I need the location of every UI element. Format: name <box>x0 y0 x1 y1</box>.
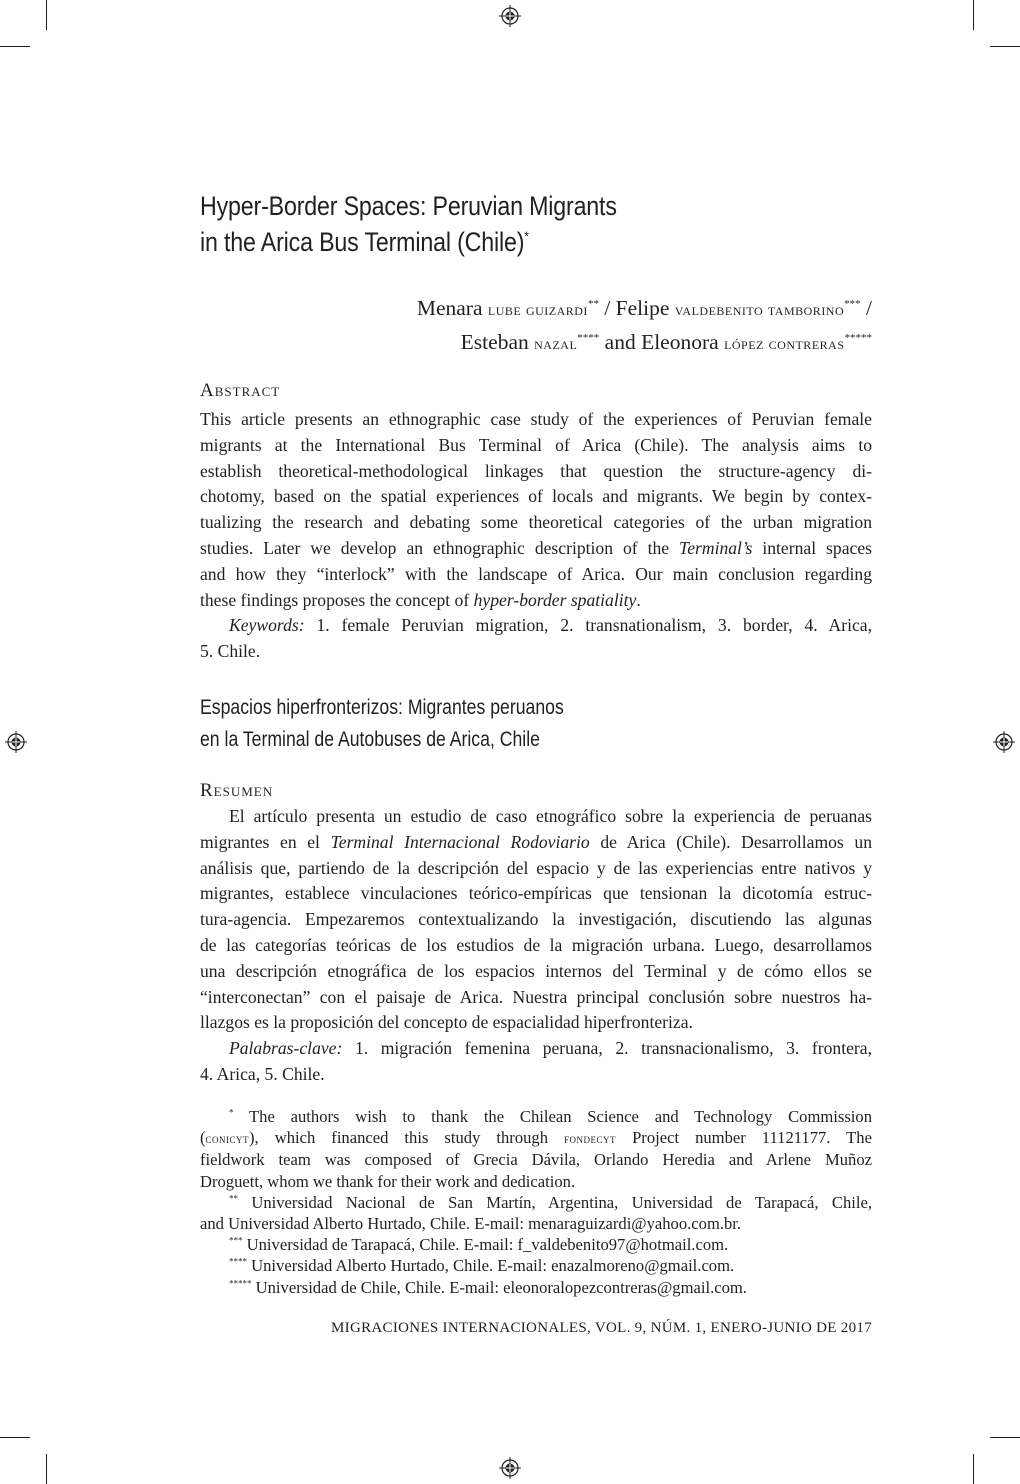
footnote-text: Universidad de Chile, Chile. E-mail: eleonoralopezcontreras@gmail.com. <box>255 1277 747 1297</box>
keywords-list: 5. Chile. <box>200 641 261 662</box>
footnote-mark: * <box>229 1107 234 1118</box>
abstract-line: migrants at the International Bus Terminal of Arica (Chile). The analysis aims to <box>200 434 872 455</box>
title-footnote-mark: * <box>524 228 529 244</box>
resumen-line: de las categorías teóricas de los estudios de la migración urbana. Luego, desarrollamos <box>200 934 872 955</box>
acronym-fondecyt: fondecyt <box>564 1131 617 1147</box>
abstract-line: studies. Later we develop an ethnographic description of the <box>200 537 670 558</box>
author-separator: / <box>604 296 611 320</box>
abstract-body <box>200 407 872 665</box>
resumen-italic-term: Terminal Internacional Rodoviario <box>330 831 590 852</box>
author-1-first: Menara <box>416 296 483 320</box>
palabras-clave-label: Palabras-clave: <box>229 1038 343 1059</box>
footnote-text: Droguett, whom we thank for their work and dedication. <box>200 1171 576 1191</box>
abstract-line: these findings proposes the concept of <box>200 589 470 610</box>
abstract-line: establish theoretical-methodological linkages that question the structure-agency di- <box>200 460 872 481</box>
registration-mark-icon <box>499 1457 521 1479</box>
abstract-italic-term: Terminal’s <box>679 537 753 558</box>
footnote-mark: ** <box>229 1193 238 1204</box>
author-4-last: lópez contreras <box>724 334 845 353</box>
registration-mark-icon <box>993 731 1015 753</box>
footnote-mark: **** <box>229 1256 247 1267</box>
resumen-line: análisis que, partiendo de la descripción del espacio y de las experiencias entre nativos y <box>200 857 872 878</box>
abstract-line: internal spaces <box>762 537 872 558</box>
abstract-heading: Abstract <box>200 380 281 401</box>
resumen-line: una descripción etnográfica de los espacios internos del Terminal y de cómo ellos se <box>200 960 872 981</box>
resumen-line: “interconectan” con el paisaje de Arica. Nuestra principal conclusión sobre nuestros ha- <box>200 986 872 1007</box>
resumen-line: migrantes, establece vinculaciones teórico-empíricas que tensionan la dicotomía estruc- <box>200 883 872 904</box>
abstract-italic-term: hyper-border spatiality <box>473 589 637 610</box>
acronym-conicyt: conicyt <box>205 1131 250 1147</box>
author-3-first: Esteban <box>460 330 529 354</box>
resumen-line: de Arica (Chile). Desarrollamos un <box>600 831 872 852</box>
abstract-line: This article presents an ethnographic case study of the experiences of Peruvian female <box>200 409 872 429</box>
crop-mark <box>990 46 1020 47</box>
resumen-body <box>200 804 872 1088</box>
footnote-text: and Universidad Alberto Hurtado, Chile. E-mail: menaraguizardi@yahoo.com.br. <box>200 1214 742 1234</box>
registration-mark-icon <box>499 5 521 27</box>
article-title <box>200 188 733 260</box>
resumen-line: llazgos es la proposición del concepto de espacialidad hiperfronteriza. <box>200 1012 693 1033</box>
crop-mark <box>0 46 30 47</box>
footnote-text: Universidad Nacional de San Martín, Argentina, Universidad de Tarapacá, Chile, <box>251 1192 872 1212</box>
author-3-mark: **** <box>577 331 600 344</box>
title-line-2: in the Arica Bus Terminal (Chile) <box>200 227 525 257</box>
author-1-mark: ** <box>587 297 599 310</box>
author-separator: / <box>866 296 872 320</box>
author-3-last: nazal <box>534 334 578 353</box>
spanish-title-line-1: Espacios hiperfronterizos: Migrantes peruanos <box>200 696 564 719</box>
abstract-line: and how they “interlock” with the landscape of Arica. Our main conclusion regarding <box>200 563 872 584</box>
footnote-text: Universidad de Tarapacá, Chile. E-mail: f_valdebenito97@hotmail.com. <box>246 1235 729 1255</box>
footnote-text: ( <box>200 1128 206 1148</box>
keywords-label: Keywords: <box>229 615 305 636</box>
resumen-heading: Resumen <box>200 780 274 801</box>
author-conjunction: and <box>604 330 636 354</box>
crop-mark <box>973 0 974 30</box>
spanish-title <box>200 692 670 756</box>
spanish-title-line-2: en la Terminal de Autobuses de Arica, Chile <box>200 728 540 751</box>
abstract-line: chotomy, based on the spatial experiences of locals and migrants. We begin by contex- <box>200 486 872 507</box>
author-2-mark: *** <box>844 297 861 310</box>
author-4-mark: ***** <box>844 331 872 344</box>
author-1-last: lube guizardi <box>487 300 588 319</box>
registration-mark-icon <box>5 731 27 753</box>
footnote-mark: *** <box>229 1235 243 1246</box>
author-4-first: Eleonora <box>641 330 719 354</box>
crop-mark <box>46 1454 47 1484</box>
footnote-text: ), which financed this study through <box>249 1128 549 1148</box>
footnote-text: Project number 11121177. The <box>632 1128 872 1148</box>
footnotes <box>200 1106 872 1298</box>
author-2-first: Felipe <box>615 296 670 320</box>
footnote-mark: ***** <box>229 1278 252 1289</box>
footnote-text: fieldwork team was composed of Grecia Dávila, Orlando Heredia and Arlene Muñoz <box>200 1150 872 1170</box>
abstract-line: tualizing the research and debating some theoretical categories of the urban migration <box>200 512 872 533</box>
resumen-line: migrantes en el <box>200 831 320 852</box>
resumen-line: El artículo presenta un estudio de caso etnográfico sobre la experiencia de peruanas <box>229 806 872 826</box>
resumen-line: tura-agencia. Empezaremos contextualizando la investigación, discutiendo las algunas <box>200 909 872 930</box>
footnote-text: The authors wish to thank the Chilean Science and Technology Commission <box>249 1107 872 1126</box>
crop-mark <box>46 0 47 30</box>
author-2-last: valdebenito tamborino <box>674 300 845 319</box>
palabras-clave-list: 4. Arica, 5. Chile. <box>200 1063 325 1084</box>
author-list <box>200 292 872 360</box>
palabras-clave-list: 1. migración femenina peruana, 2. transnacionalismo, 3. frontera, <box>354 1038 872 1059</box>
journal-footer: MIGRACIONES INTERNACIONALES, VOL. 9, NÚM. 1, ENERO-JUNIO DE 2017 <box>331 1320 872 1336</box>
keywords-list: 1. female Peruvian migration, 2. transnationalism, 3. border, 4. Arica, <box>316 615 873 636</box>
abstract-line: . <box>636 589 641 610</box>
crop-mark <box>0 1437 30 1438</box>
crop-mark <box>990 1437 1020 1438</box>
title-line-1: Hyper-Border Spaces: Peruvian Migrants <box>200 191 617 221</box>
footnote-text: Universidad Alberto Hurtado, Chile. E-mail: enazalmoreno@gmail.com. <box>251 1256 735 1276</box>
crop-mark <box>973 1454 974 1484</box>
